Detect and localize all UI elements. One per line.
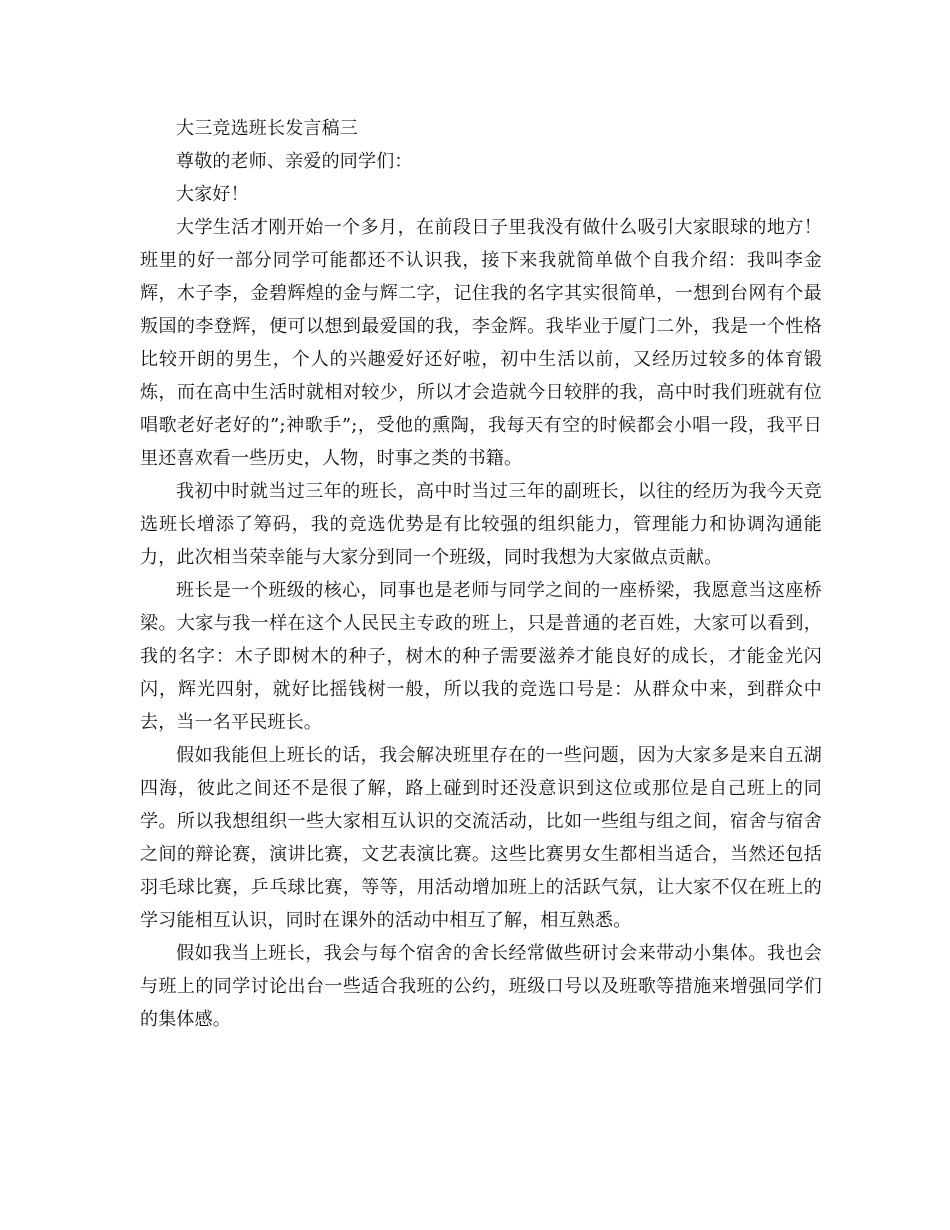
paragraph-activities: 假如我能但上班长的话，我会解决班里存在的一些问题，因为大家多是来自五湖四海，彼此之间还不是很了解，路上碰到时还没意识到这位或那位是自己班上的同学。所以我想组织一些大家相互认识的交流活动，比如一些组与组之间，宿舍与宿舍之间的辩论赛，演讲比赛，文艺表演比赛。这些比赛男女生都相当适合，当然还包括羽毛球比赛，乒乓球比赛，等等，用活动增加班上的活跃气氛，让大家不仅在班上的学习能相互认识，同时在课外的活动中相互了解，相互熟悉。 [140,745,822,931]
salutation: 尊敬的老师、亲爱的同学们： [176,151,413,172]
document-title: 大三竞选班长发言稿三 [176,118,358,139]
document-body [140,112,822,1036]
greeting: 大家好！ [176,184,249,205]
paragraph-collective: 假如我当上班长，我会与每个宿舍的舍长经常做些研讨会来带动小集体。我也会与班上的同学讨论出台一些适合我班的公约，班级口号以及班歌等措施来增强同学们的集体感。 [140,943,822,1030]
paragraph-slogan: 班长是一个班级的核心，同事也是老师与同学之间的一座桥梁，我愿意当这座桥梁。大家与我一样在这个人民民主专政的班上，只是普通的老百姓，大家可以看到，我的名字：木子即树木的种子，树木的种子需要滋养才能良好的成长，才能金光闪闪，辉光四射，就好比摇钱树一般，所以我的竞选口号是：从群众中来，到群众中去，当一名平民班长。 [140,580,822,733]
paragraph-self-introduction: 大学生活才刚开始一个多月，在前段日子里我没有做什么吸引大家眼球的地方！班里的好一部分同学可能都还不认识我，接下来我就简单做个自我介绍：我叫李金辉，木子李，金碧辉煌的金与辉二字，记住我的名字其实很简单，一想到台网有个最叛国的李登辉，便可以想到最爱国的我，李金辉。我毕业于厦门二外，我是一个性格比较开朗的男生，个人的兴趣爱好还好啦，初中生活以前，又经历过较多的体育锻炼，而在高中生活时就相对较少，所以才会造就今日较胖的我，高中时我们班就有位唱歌老好老好的”;神歌手”;，受他的熏陶，我每天有空的时候都会小唱一段，我平日里还喜欢看一些历史，人物，时事之类的书籍。 [140,217,822,469]
paragraph-experience: 我初中时就当过三年的班长，高中时当过三年的副班长，以往的经历为我今天竞选班长增添了筹码，我的竞选优势是有比较强的组织能力，管理能力和协调沟通能力，此次相当荣幸能与大家分到同一个班级，同时我想为大家做点贡献。 [140,481,822,568]
